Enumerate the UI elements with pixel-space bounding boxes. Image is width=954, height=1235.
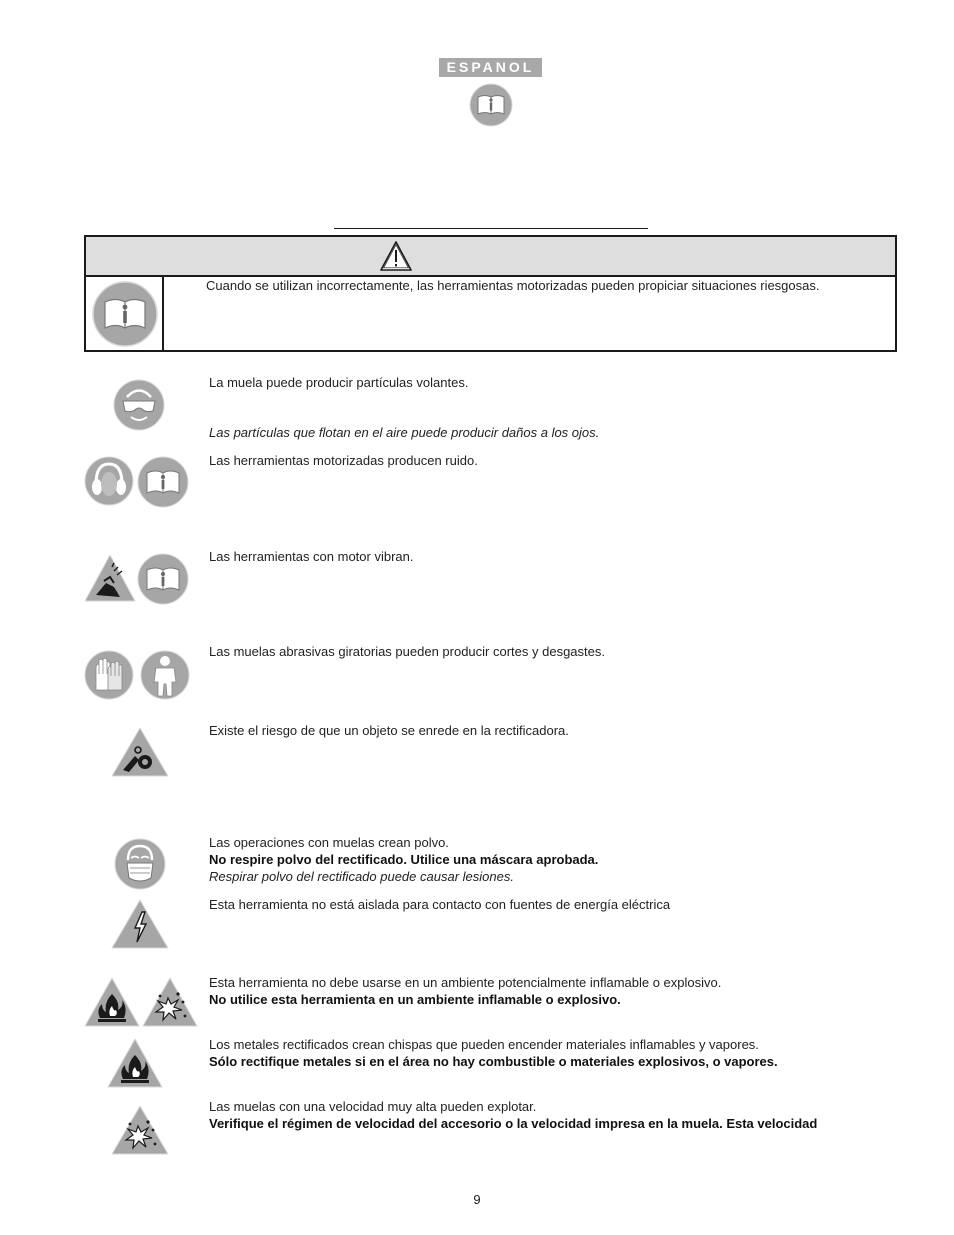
vibration-text: Las herramientas con motor vibran. [209, 549, 414, 564]
warning-divider [162, 277, 164, 350]
electric-text: Esta herramienta no está aislada para contacto con fuentes de energía eléctrica [209, 897, 671, 912]
noise-text: Las herramientas motorizadas producen ruido. [209, 453, 478, 468]
manual-book-icon [137, 456, 189, 508]
entanglement-icon [111, 726, 169, 778]
dust-mask-icon [114, 838, 166, 890]
gloves-icon [84, 650, 134, 700]
dust-text: Las operaciones con muelas crean polvo. [209, 835, 449, 850]
flammable-fire-icon [84, 976, 140, 1028]
explosion-icon [142, 976, 198, 1028]
flammable-text: Esta herramienta no debe usarse en un ambiente potencialmente inflamable o explosivo. [209, 975, 722, 990]
ear-protection-icon [84, 456, 134, 506]
dust-warning-text: Respirar polvo del rectificado puede causar lesiones. [209, 869, 514, 884]
manual-book-icon [469, 83, 513, 127]
particles-warning-text: Las partículas que flotan en el aire puede producir daños a los ojos. [209, 425, 600, 440]
manual-book-icon [92, 281, 158, 347]
overspeed-instruction-text: Verifique el régimen de velocidad del accesorio o la velocidad impresa en la muela. Esta velocidad [209, 1116, 818, 1131]
page-number: 9 [473, 1192, 481, 1207]
particles-text: La muela puede producir partículas volantes. [209, 375, 469, 390]
dust-instruction-text: No respire polvo del rectificado. Utilice una máscara aprobada. [209, 852, 599, 867]
safety-goggles-icon [113, 379, 165, 431]
overspeed-text: Las muelas con una velocidad muy alta pueden explotar. [209, 1099, 537, 1114]
warning-intro-text: Cuando se utilizan incorrectamente, las herramientas motorizadas pueden propiciar situaciones riesgosas. [206, 278, 820, 293]
cuts-text: Las muelas abrasivas giratorias pueden producir cortes y desgastes. [209, 644, 605, 659]
flammable-instruction-text: No utilice esta herramienta en un ambiente inflamable o explosivo. [209, 992, 621, 1007]
manual-book-icon [137, 553, 189, 605]
language-badge: ESPANOL [439, 58, 542, 77]
alert-triangle-icon [380, 240, 412, 272]
warning-header [86, 237, 895, 277]
entanglement-text: Existe el riesgo de que un objeto se enrede en la rectificadora. [209, 723, 569, 738]
title-underline [334, 228, 648, 229]
sparks-instruction-text: Sólo rectifique metales si en el área no hay combustible o materiales explosivos, o vapores. [209, 1054, 778, 1069]
flammable-fire-icon [107, 1037, 163, 1089]
electric-shock-icon [111, 898, 169, 950]
sparks-text: Los metales rectificados crean chispas que pueden encender materiales inflamables y vapores. [209, 1037, 759, 1052]
warning-box [84, 235, 897, 352]
explosion-icon [111, 1104, 169, 1156]
protective-suit-icon [140, 650, 190, 700]
vibration-hand-icon [84, 553, 136, 603]
